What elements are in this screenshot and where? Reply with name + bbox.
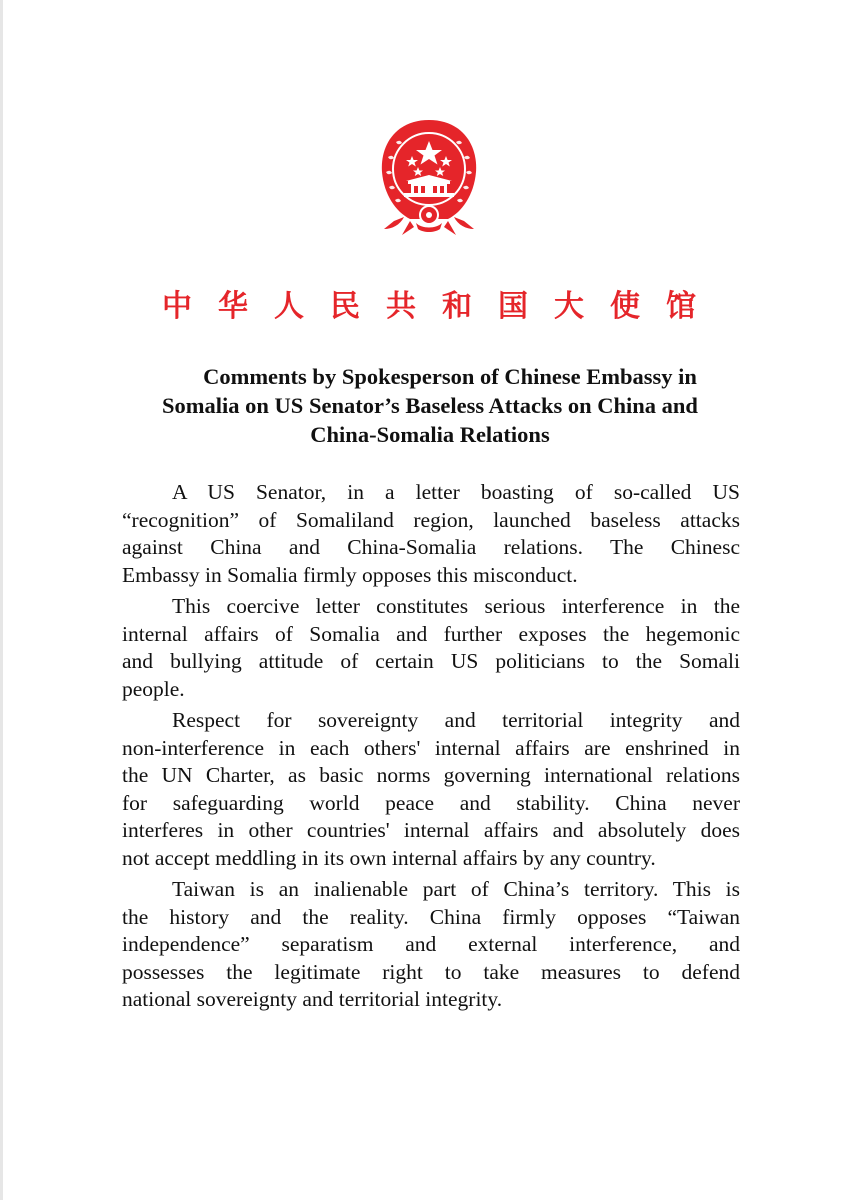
text-line: the history and the reality. China firmly opposes “Taiwan — [122, 904, 740, 929]
text-line: non-interference in each others' internal affairs are enshrined in — [122, 735, 740, 760]
paragraph — [122, 707, 740, 872]
paragraph — [122, 876, 740, 1014]
text-line: independence” separatism and external interference, and — [122, 932, 740, 956]
title-line: China-Somalia Relations — [310, 422, 550, 447]
scan-edge — [0, 0, 3, 1200]
national-emblem-icon — [374, 117, 484, 237]
title-line: Comments by Spokesperson of Chinese Embassy in — [203, 364, 697, 389]
text-line: “recognition” of Somaliland region, launched baseless attacks — [122, 507, 740, 532]
text-line: possesses the legitimate right to take measures to defend — [122, 959, 740, 984]
document-body — [122, 479, 740, 1018]
text-line: the UN Charter, as basic norms governing international relations — [122, 763, 740, 787]
text-line: people. — [122, 676, 185, 701]
text-line: not accept meddling in its own internal affairs by any country. — [122, 845, 656, 870]
text-line: Embassy in Somalia firmly opposes this misconduct. — [122, 562, 578, 587]
title-line: Somalia on US Senator’s Baseless Attacks on China and — [162, 393, 698, 418]
text-line: A US Senator, in a letter boasting of so-called US — [172, 480, 740, 504]
paragraph — [122, 479, 740, 589]
document-title — [120, 362, 740, 449]
embassy-name: 中华人民共和国大使馆 — [162, 289, 722, 324]
text-line: This coercive letter constitutes serious interference in the — [172, 594, 740, 618]
text-line: interferes in other countries' internal affairs and absolutely does — [122, 818, 740, 842]
text-line: for safeguarding world peace and stability. China never — [122, 790, 740, 815]
paragraph — [122, 593, 740, 703]
text-line: Taiwan is an inalienable part of China’s territory. This is — [172, 877, 740, 901]
text-line: against China and China-Somalia relations. The Chinesc — [122, 535, 740, 559]
text-line: Respect for sovereignty and territorial integrity and — [172, 708, 740, 732]
text-line: and bullying attitude of certain US politicians to the Somali — [122, 649, 740, 673]
text-line: internal affairs of Somalia and further exposes the hegemonic — [122, 621, 740, 646]
text-line: national sovereignty and territorial integrity. — [122, 987, 503, 1011]
